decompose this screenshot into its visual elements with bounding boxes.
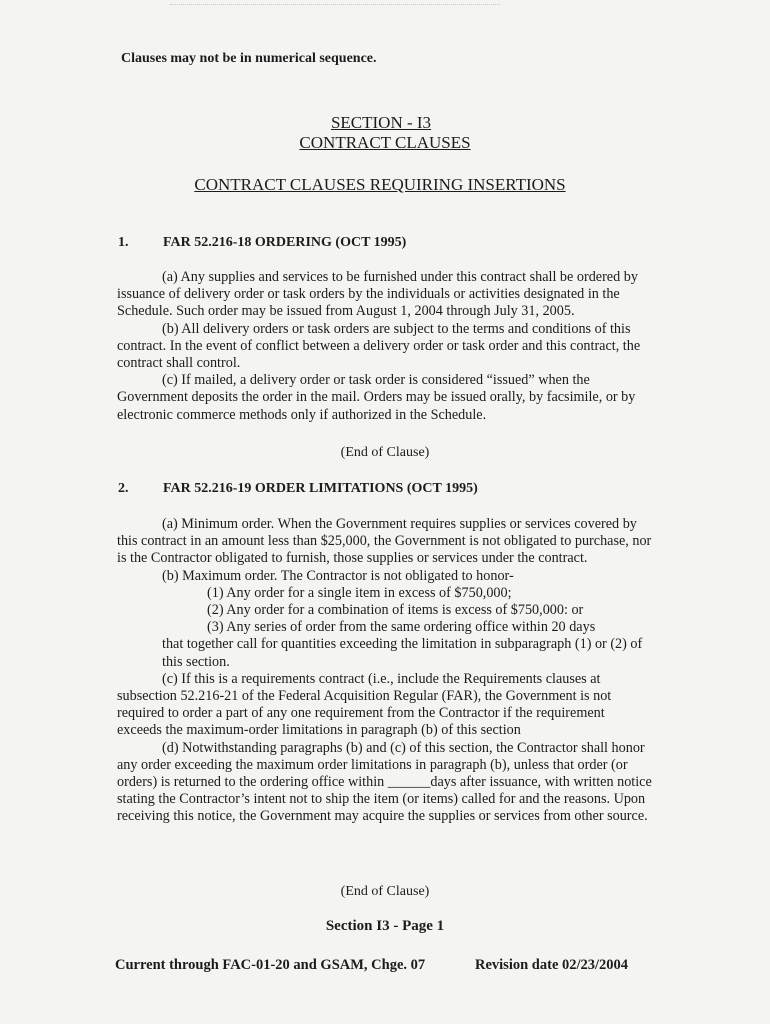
section-title: CONTRACT CLAUSES xyxy=(299,133,471,152)
clause-2-number: 2. xyxy=(118,481,129,496)
clause-1-para-b: (b) All delivery orders or task orders are subject to the terms and conditions of this contract. In the event of conflict between a delivery order or task order and this contract, the contract shall control. xyxy=(117,320,641,372)
section-heading xyxy=(0,113,770,153)
clause-2-para-b3: (3) Any series of order from the same ordering office within 20 days xyxy=(207,619,596,636)
subsection-title: CONTRACT CLAUSES REQUIRING INSERTIONS xyxy=(194,175,566,194)
page-footer xyxy=(115,957,629,974)
sequence-note: Clauses may not be in numerical sequence. xyxy=(121,51,377,66)
clause-1-para-c: (c) If mailed, a delivery order or task order is considered “issued” when the Government deposits the order in the mail. Orders may be issued orally, by facsimile, or by electronic commerce methods only if authorized in the Schedule. xyxy=(117,372,636,423)
clause-2-body xyxy=(117,516,652,826)
clause-2-para-b: (b) Maximum order. The Contractor is not obligated to honor- xyxy=(162,567,514,584)
clause-2-para-b2: (2) Any order for a combination of items is excess of $750,000: or xyxy=(207,602,584,619)
clause-2-title: FAR 52.216-19 ORDER LIMITATIONS (OCT 1995) xyxy=(163,481,478,496)
scan-artifact-line xyxy=(170,4,500,7)
page-number: Section I3 - Page 1 xyxy=(325,918,445,934)
clause-2-para-b3-cont: that together call for quantities exceeding the limitation in subparagraph (1) or (2) of this section. xyxy=(162,636,643,670)
footer-revision-date: Revision date 02/23/2004 xyxy=(475,957,629,973)
clause-1-end: (End of Clause) xyxy=(340,445,430,460)
clause-2-para-c: (c) If this is a requirements contract (i.e., include the Requirements clauses at subsection 52.216-21 of the Federal Acquisition Regular (FAR), the Government is not required to order a part of any one requirement from the Contractor if the requirement exceeds the maximum-order limitations in paragraph (b) of this section xyxy=(117,670,612,739)
clause-2-heading xyxy=(118,481,478,497)
clause-1-number: 1. xyxy=(118,235,129,250)
clause-1-title: FAR 52.216-18 ORDERING (OCT 1995) xyxy=(163,235,407,250)
section-number: SECTION - I3 xyxy=(330,113,432,132)
clause-2-end: (End of Clause) xyxy=(340,884,430,899)
clause-2-para-a: (a) Minimum order. When the Government requires supplies or services covered by this contract in an amount less than $25,000, the Government is not obligated to purchase, nor is the Contractor obligated to furnish, those supplies or services under the contract. xyxy=(117,516,652,567)
clause-1-body xyxy=(117,269,652,424)
clause-2-para-b1: (1) Any order for a single item in excess of $750,000; xyxy=(207,584,512,601)
clause-1-para-a: (a) Any supplies and services to be furnished under this contract shall be ordered by issuance of delivery order or task orders by the individuals or activities designated in the Schedule. Such order may be issued from August 1, 2004 through July 31, 2005. xyxy=(117,269,638,320)
subsection-heading xyxy=(0,175,770,195)
clause-1-heading xyxy=(118,235,406,251)
footer-current-through: Current through FAC-01-20 and GSAM, Chge. 07 xyxy=(115,957,426,973)
clause-2-para-d: (d) Notwithstanding paragraphs (b) and (c) of this section, the Contractor shall honor any order exceeding the maximum order limitations in paragraph (b), unless that order (or orders) is returned to the ordering office within ______days after issuance, with written notice stating the Contractor’s intent not to ship the item (or items) called for and the reasons. Upon receiving this notice, the Government may acquire the supplies or services from other source. xyxy=(117,739,652,825)
